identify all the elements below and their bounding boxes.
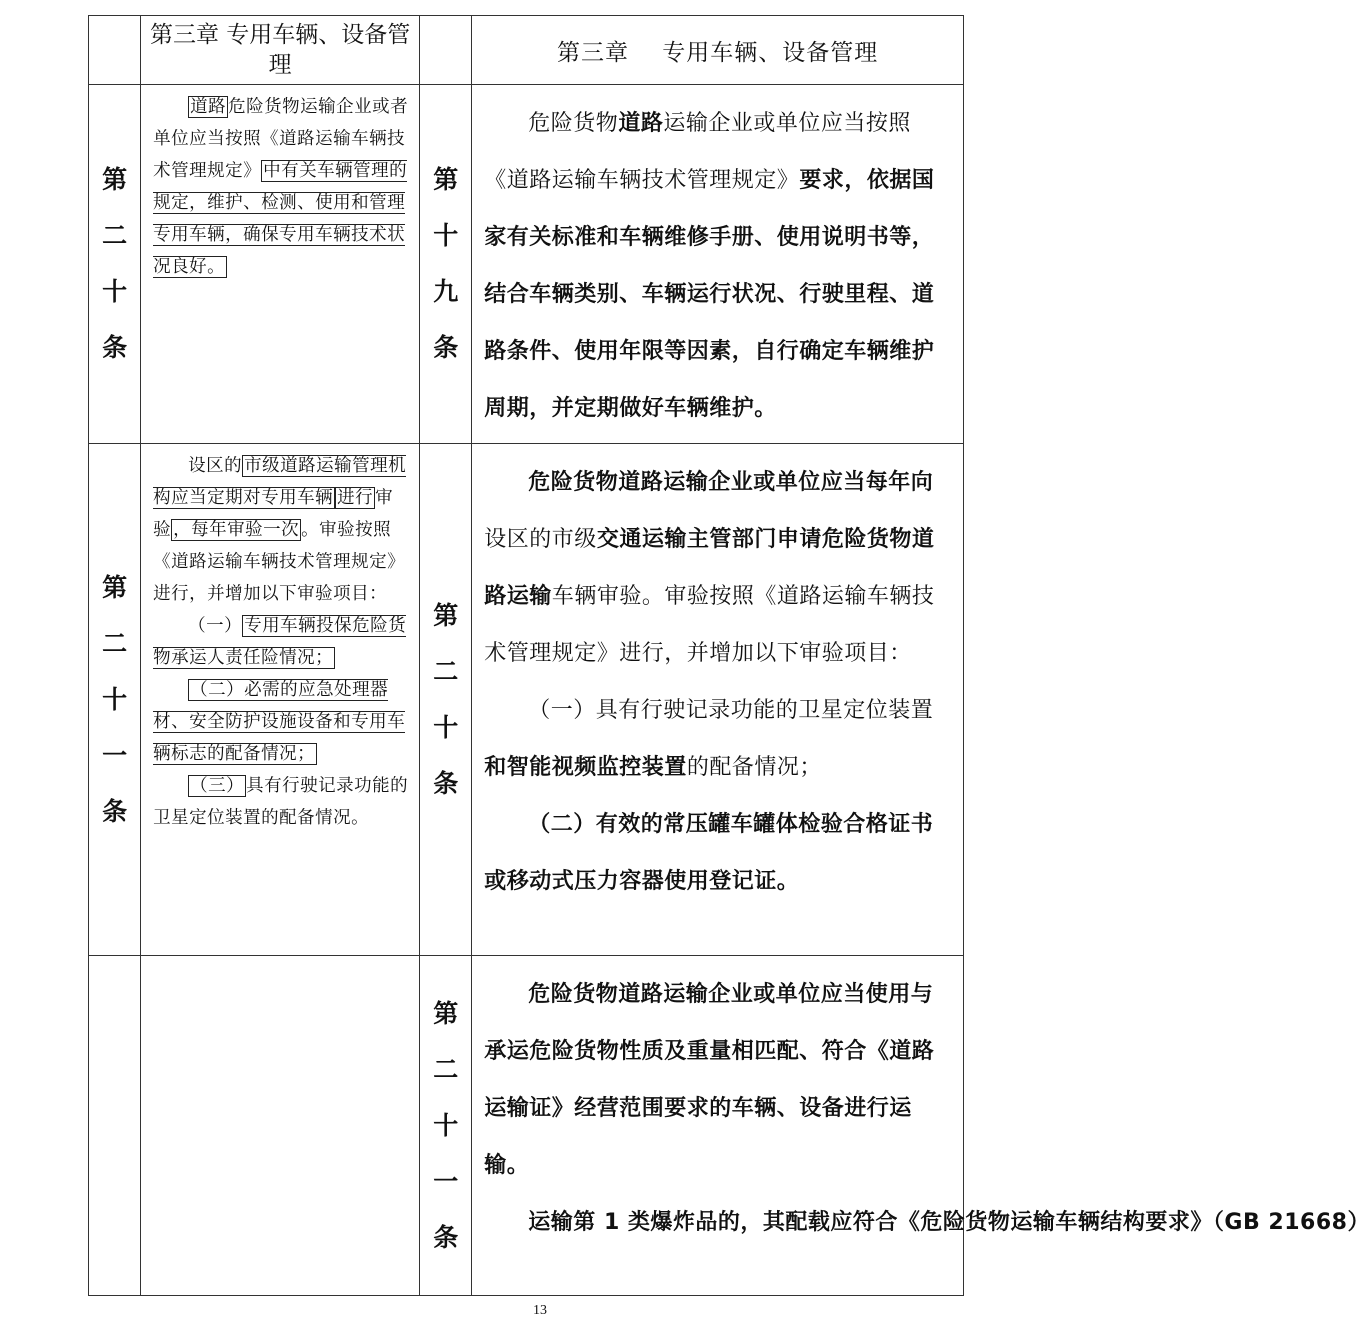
deleted-text-box: 进行 (337, 488, 374, 508)
old-chapter-heading: 第三章 专用车辆、设备管理 (141, 16, 420, 85)
old-article-text: 道路 危险货物运输企业或者单位应当按照《道路运输车辆技术管理规定》 中有关车辆管理的规定，维护、检测、使用和管理专用车辆，确保专用车辆技术状况良好。 (141, 85, 420, 444)
new-article-text: 危险货物道路运输企业或单位应当按照《道路运输车辆技术管理规定》要求，依据国家有关标准和车辆维修手册、使用说明书等，结合车辆类别、车辆运行状况、行驶里程、道路条件、使用年限等因素，自行确定车辆维护周期，并定期做好车辆维护。 (472, 85, 964, 444)
added-text: 危险货物道路运输企业或单位应当每年向 (528, 470, 934, 495)
added-text: 道路 (618, 111, 664, 136)
table-row (89, 956, 964, 1296)
old-article-label-empty (89, 956, 141, 1296)
added-text: （二）有效的常压罐车罐体检验合格证书或移动式压力容器使用登记证。 (484, 812, 934, 894)
table-row-header (89, 16, 964, 85)
added-text: 和智能视频监控装置 (484, 755, 687, 780)
comparison-table (88, 15, 1370, 1296)
new-article-text (472, 956, 1370, 1296)
table-row (89, 85, 964, 444)
deleted-text-box: 道路 (190, 97, 227, 117)
added-text: 运输第 1 类爆炸品的，其配载应符合《危险货物运输车辆结构要求》（GB 21668） (528, 1210, 1370, 1235)
deleted-text-box: 市级道路运输管理机构应当定期对专用车辆 (153, 456, 407, 508)
old-article-label: 第 二 十 条 (89, 85, 141, 444)
new-article-label: 第 二 十 条 (420, 444, 472, 956)
added-text: 要求，依据国家有关标准和车辆维修手册、使用说明书等，结合车辆类别、车辆运行状况、行驶里程、道路条件、使用年限等因素，自行确定车辆维护周期，并定期做好车辆维护。 (484, 168, 935, 421)
deleted-text-box: （三） (190, 776, 245, 796)
old-article-text-empty (141, 956, 420, 1296)
deleted-text-box: （二）必需的应急处理器材、安全防护设施设备和专用车辆标志的配备情况； (153, 680, 406, 764)
old-article-label: 第 二 十 一 条 (89, 444, 141, 956)
deleted-text-box: ，每年审验一次 (173, 520, 300, 540)
new-article-text: 危险货物道路运输企业或单位应当每年向设区的市级交通运输主管部门申请危险货物道路运输车辆审验。审验按照《道路运输车辆技术管理规定》进行，并增加以下审验项目： （一）具有行驶记录功能的卫星定位装置和智能视频监控装置的配备情况； （二）有效的常压罐车罐体检验合格证书或移动式压力容器使用登记证。 (472, 444, 964, 956)
new-chapter-heading: 第三章 专用车辆、设备管理 (472, 16, 964, 85)
table-row (89, 444, 964, 956)
new-article-label: 第 二 十 一 条 (420, 956, 472, 1296)
added-text: 交通运输主管部门申请危险货物道路运输 (484, 527, 935, 609)
added-text: 危险货物道路运输企业或单位应当使用与承运危险货物性质及重量相匹配、符合《道路运输证》经营范围要求的车辆、设备进行运输。 (484, 982, 935, 1178)
deleted-text-box: 中有关车辆管理的规定，维护、检测、使用和管理专用车辆，确保专用车辆技术状况良好。 (153, 161, 408, 277)
header-blank-cell (89, 16, 141, 85)
header-blank-cell-2 (420, 16, 472, 85)
deleted-text-box: 专用车辆投保危险货物承运人责任险情况； (153, 616, 407, 668)
new-article-label: 第 十 九 条 (420, 85, 472, 444)
old-article-text: 设区的 市级道路运输管理机构应当定期对专用车辆 进行 审验 ，每年审验一次 。审验按照《道路运输车辆技术管理规定》进行，并增加以下审验项目： （一） 专用车辆投保危险货物承运人责任险情况； （二）必需的应急处理器材、安全防护设施设备和专用车辆标志的配备情况； （三） 具有行驶记录功能的卫星定位装置的配备情况。 (141, 444, 420, 956)
page-number: 13 (533, 1303, 547, 1318)
